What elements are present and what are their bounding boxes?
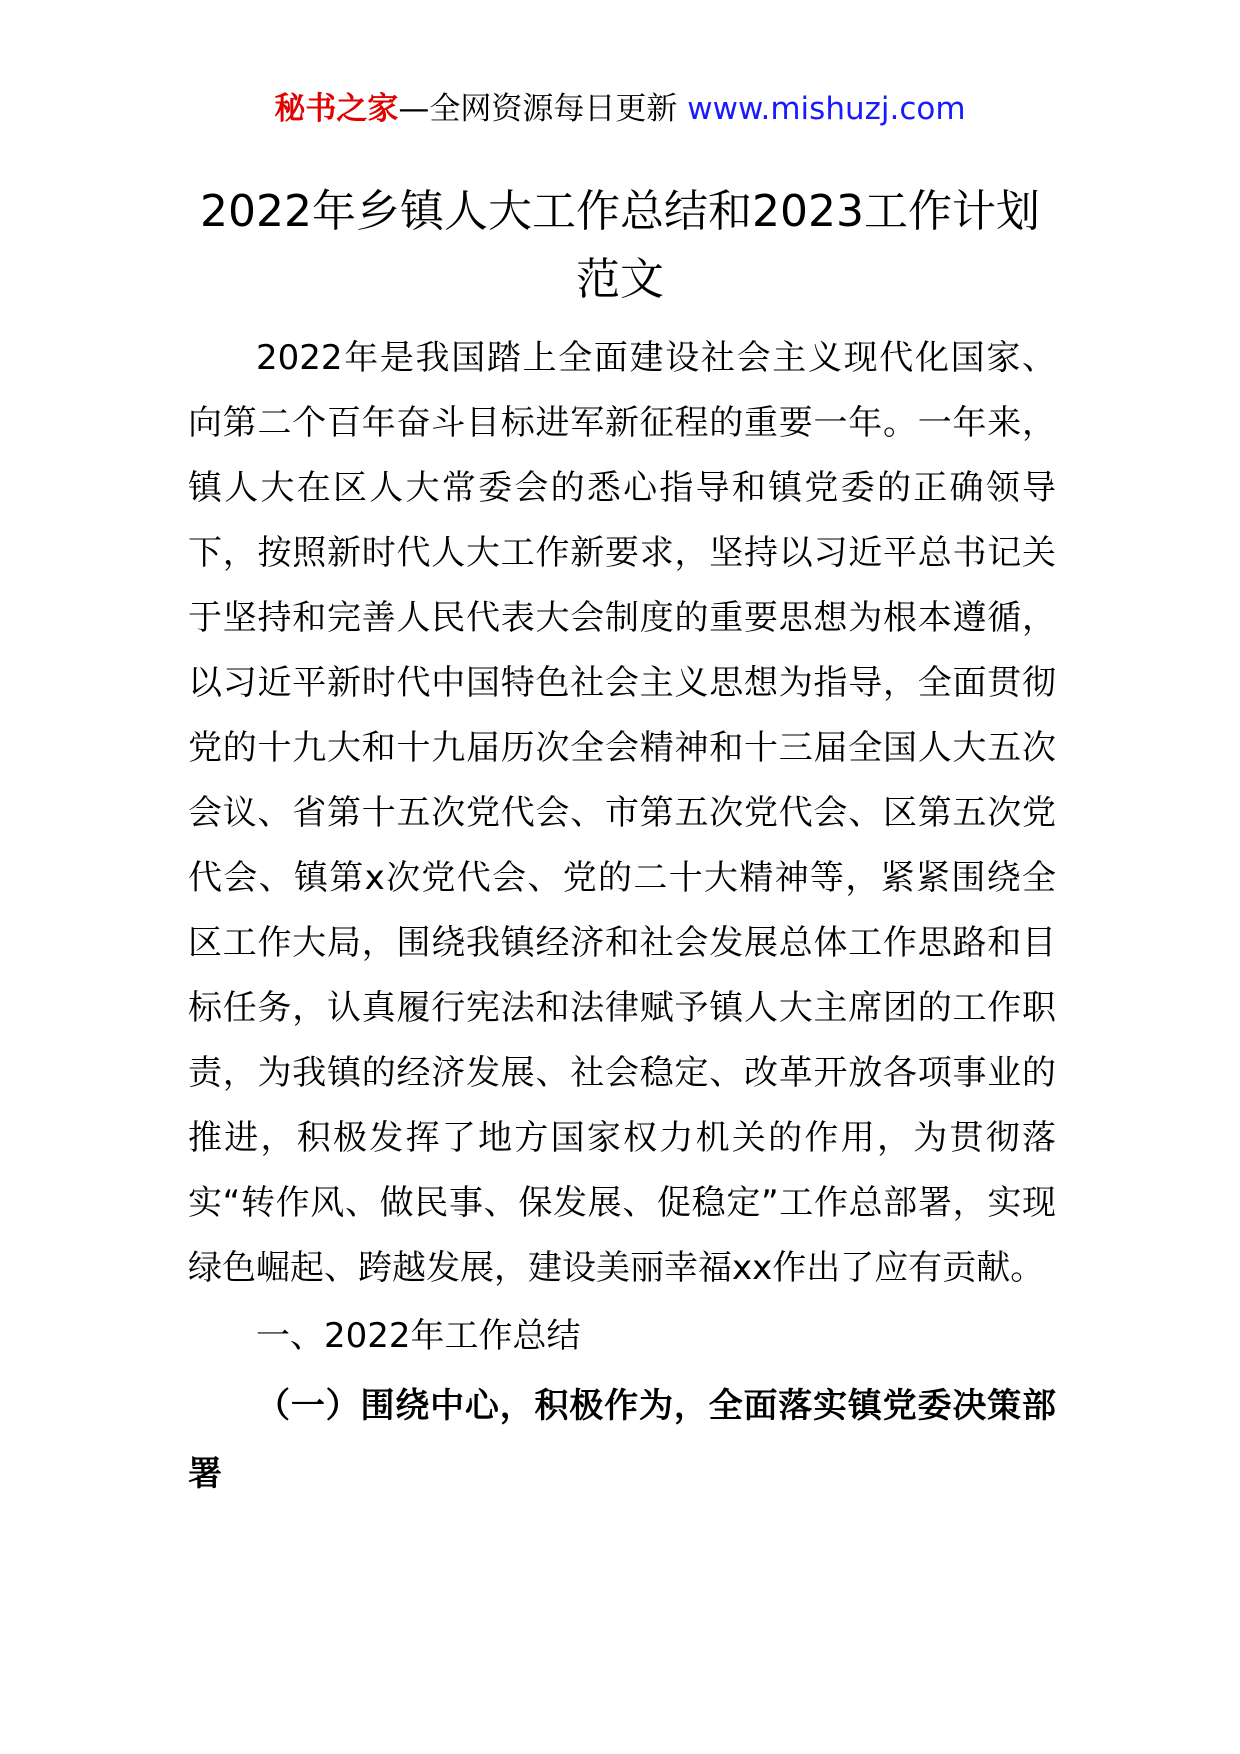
site-url-link[interactable]: www.mishuzj.com [687, 91, 966, 127]
brand-name: 秘书之家 [274, 91, 399, 127]
header-tagline: —全网资源每日更新 [398, 91, 678, 127]
intro-paragraph: 2022年是我国踏上全面建设社会主义现代化国家、向第二个百年奋斗目标进军新征程的重要一年。一年来，镇人大在区人大常委会的悉心指导和镇党委的正确领导下，按照新时代人大工作新要求，坚持以习近平总书记关于坚持和完善人民代表大会制度的重要思想为根本遵循，以习近平新时代中国特色社会主义思想为指导，全面贯彻党的十九大和十九届历次全会精神和十三届全国人大五次会议、省第十五次党代会、市第五次党代会、区第五次党代会、镇第x次党代会、党的二十大精神等，紧紧围绕全区工作大局，围绕我镇经济和社会发展总体工作思路和目标任务，认真履行宪法和法律赋予镇人大主席团的工作职责，为我镇的经济发展、社会稳定、改革开放各项事业的推进，积极发挥了地方国家权力机关的作用，为贯彻落实“转作风、做民事、保发展、促稳定”工作总部署，实现绿色崛起、跨越发展，建设美丽幸福xx作出了应有贡献。 [188, 338, 1056, 1288]
site-header [0, 84, 1240, 134]
document-title: 2022年乡镇人大工作总结和2023工作计划范文 [200, 186, 1040, 305]
section-heading: 一、2022年工作总结 [256, 1316, 581, 1356]
subsection-heading: （一）围绕中心，积极作为，全面落实镇党委决策部署 [188, 1386, 1056, 1494]
